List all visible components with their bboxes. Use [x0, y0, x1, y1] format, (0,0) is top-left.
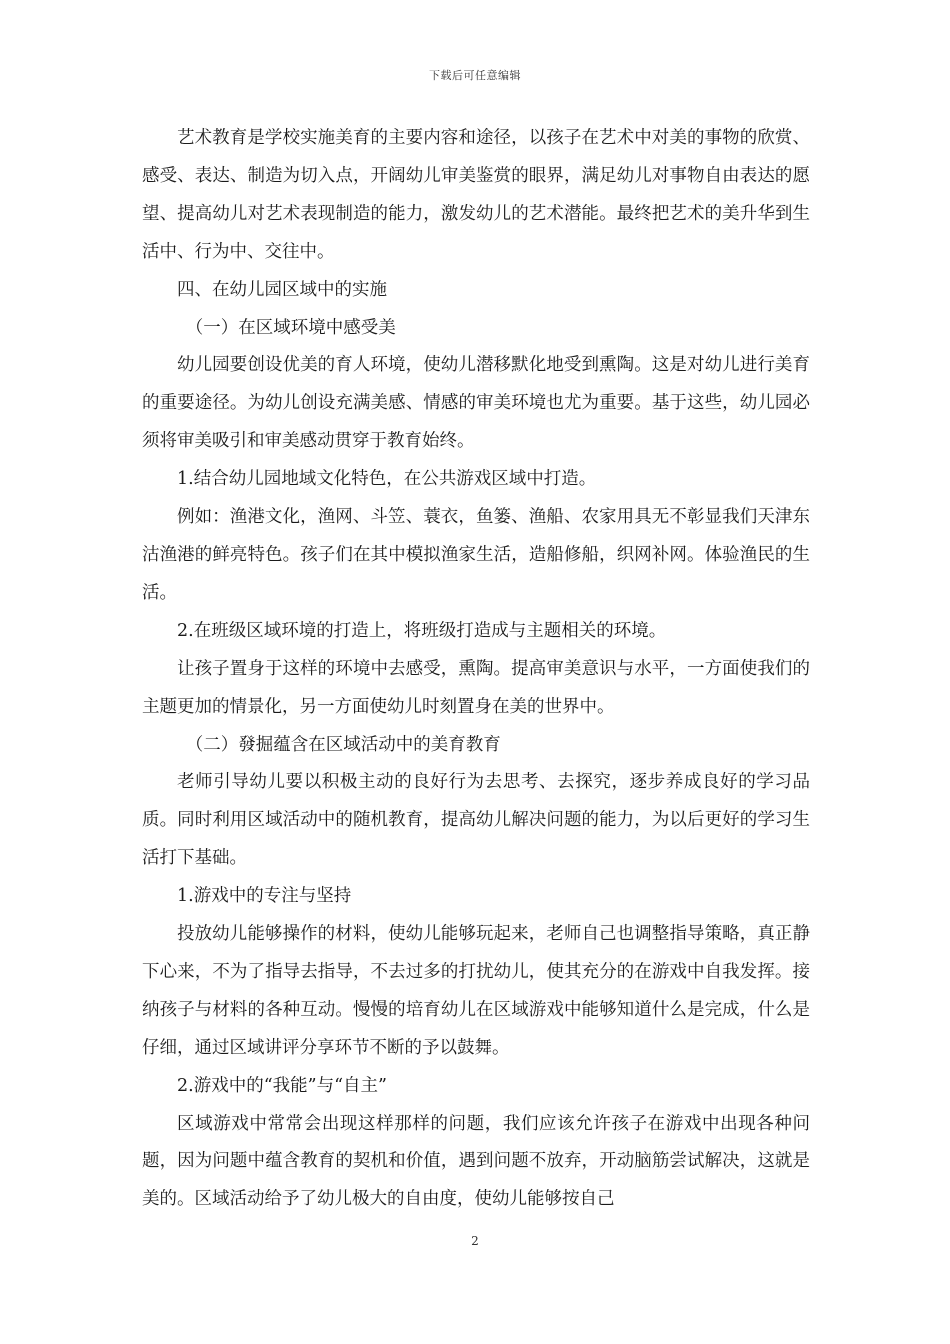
paragraph: 幼儿园要创设优美的育人环境，使幼儿潜移默化地受到熏陶。这是对幼儿进行美育的重要途径。为幼儿创设充满美感、情感的审美环境也尤为重要。基于这些，幼儿园必须将审美吸引和审美感动贯穿于教育始终。 [142, 355, 810, 452]
paragraph: 例如：渔港文化，渔网、斗笠、蓑衣，鱼篓、渔船、农家用具无不彰显我们天津东沽渔港的鲜亮特色。孩子们在其中模拟渔家生活，造船修船，织网补网。体验渔民的生活。 [142, 507, 810, 603]
paragraph: 艺术教育是学校实施美育的主要内容和途径，以孩子在艺术中对美的事物的欣赏、感受、表达、制造为切入点，开阔幼儿审美鉴赏的眼界，满足幼儿对事物自由表达的愿望、提高幼儿对艺术表现制造的能力，激发幼儿的艺术潜能。最终把艺术的美升华到生活中、行为中、交往中。 [142, 128, 810, 262]
subsection-heading: （一）在区域环境中感受美 [185, 317, 396, 338]
numbered-item: 2.游戏中的“我能”与“自主” [177, 1075, 387, 1096]
page-number: 2 [471, 1234, 479, 1248]
paragraph: 区域游戏中常常会出现这样那样的问题，我们应该允许孩子在游戏中出现各种问题，因为问题中蕴含教育的契机和价值，遇到问题不放弃，开动脑筋尝试解决，这就是美的。区域活动给予了幼儿极大的自由度，使幼儿能够按自己 [142, 1113, 810, 1210]
numbered-item: 1.结合幼儿园地域文化特色，在公共游戏区域中打造。 [177, 469, 597, 490]
section-heading: 四、在幼儿园区域中的实施 [177, 279, 387, 300]
numbered-item: 2.在班级区域环境的打造上，将班级打造成与主题相关的环境。 [177, 620, 667, 641]
page-header: 下载后可任意编辑 [429, 69, 521, 82]
numbered-item: 1.游戏中的专注与坚持 [177, 886, 352, 907]
paragraph: 让孩子置身于这样的环境中去感受，熏陶。提高审美意识与水平，一方面使我们的主题更加的情景化，另一方面使幼儿时刻置身在美的世界中。 [142, 658, 810, 717]
document-body [142, 120, 810, 1219]
paragraph: 投放幼儿能够操作的材料，使幼儿能够玩起来，老师自己也调整指导策略，真正静下心来，不为了指导去指导，不去过多的打扰幼儿，使其充分的在游戏中自我发挥。接纳孩子与材料的各种互动。慢慢的培育幼儿在区域游戏中能够知道什么是完成，什么是仔细，通过区域讲评分享环节不断的予以鼓舞。 [142, 924, 810, 1058]
paragraph: 老师引导幼儿要以积极主动的良好行为去思考、去探究，逐步养成良好的学习品质。同时利用区域活动中的随机教育，提高幼儿解决问题的能力，为以后更好的学习生活打下基础。 [142, 772, 810, 869]
subsection-heading: （二）發掘蕴含在区域活动中的美育教育 [185, 734, 501, 755]
